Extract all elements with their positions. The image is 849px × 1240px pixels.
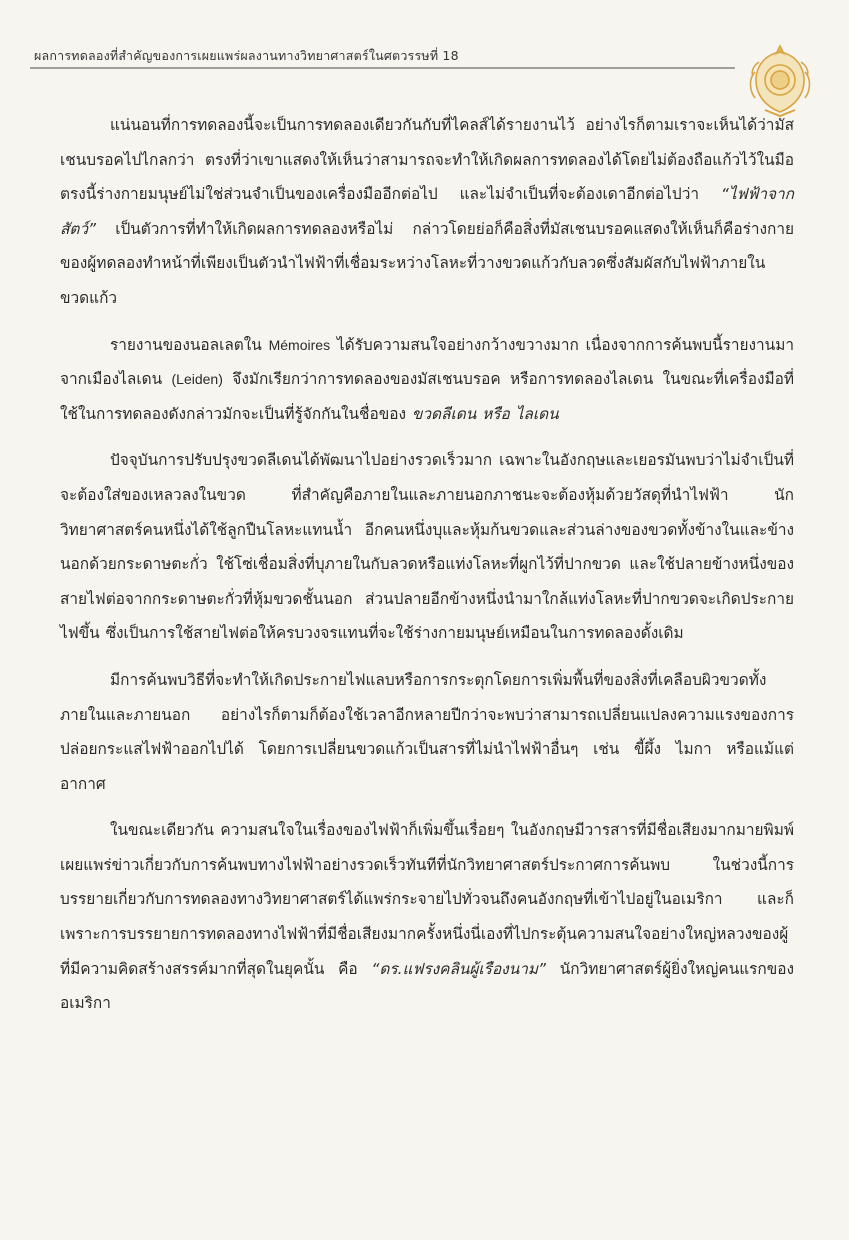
- paragraph-2: [60, 328, 794, 432]
- paragraph-text: แน่นอนที่การทดลองนี้จะเป็นการทดลองเดียวกันกับที่ไคลส์ได้รายงานไว้ อย่างไรก็ตามเราจะเห็นได้ว่ามัสเชนบรอคไปไกลกว่า ตรงที่ว่าเขาแสดงให้เห็นว่าสามารถจะทำให้เกิดผลการทดลองได้โดยไม่ต้องถือแก้วไว้ในมือ ตรงนี้ร่างกายมนุษย์ไม่ใช่ส่วนจำเป็นของเครื่องมืออีกต่อไป และไม่จำเป็นที่จะต้องเดาอีกต่อไปว่า: [60, 116, 794, 204]
- paragraph-3: [60, 443, 794, 651]
- paragraph-text: รายงานของนอลเลตใน: [110, 335, 269, 354]
- paragraph-text: ในขณะเดียวกัน ความสนใจในเรื่องของไฟฟ้าก็เพิ่มขึ้นเรื่อยๆ ในอังกฤษมีวารสารที่มีชื่อเสียงมากมายพิมพ์เผยแพร่ข่าวเกี่ยวกับการค้นพบทางไฟฟ้าอย่างรวดเร็วทันทีที่นักวิทยาศาสตร์ประกาศการค้นพบ ในช่วงนี้การบรรยายเกี่ยวกับการทดลองทางวิทยาศาสตร์ได้แพร่กระจายไปทั่วจนถึงคนอังกฤษที่เข้าไปอยู่ในอเมริกา และก็เพราะการบรรยายการทดลองทางไฟฟ้าที่มีชื่อเสียงมากครั้งหนึ่งนี่เองที่ไปกระตุ้นความสนใจอย่างใหญ่หลวงของผู้ที่มีความคิดสร้างสรรค์มากที่สุดในยุคนั้น คือ: [60, 821, 794, 978]
- body-text: [60, 108, 794, 1033]
- italic-term: “ดร.แฟรงคลินผู้เรืองนาม”: [371, 959, 546, 978]
- italic-term: ขวดลีเดน หรือ ไลเดน: [411, 404, 559, 423]
- italic-term: “ไฟฟ้าจากสัตว์”: [60, 185, 794, 238]
- paragraph-5: [60, 813, 794, 1021]
- running-header: ผลการทดลองที่สำคัญของการเผยแพร่ผลงานทางวิทยาศาสตร์ในศตวรรษที่ 18: [34, 48, 459, 63]
- header-rule: [30, 67, 735, 69]
- paragraph-text: จึงมักเรียกว่าการทดลองของมัสเชนบรอค หรือการทดลองไลเดน ในขณะที่เครื่องมือที่ใช้ในการทดลองดังกล่าวมักจะเป็นที่รู้จักกันในชื่อของ: [60, 370, 794, 423]
- paragraph-text: มีการค้นพบวิธีที่จะทำให้เกิดประกายไฟแลบหรือการกระตุกโดยการเพิ่มพื้นที่ของสิ่งที่เคลือบผิวขวดทั้งภายในและภายนอก อย่างไรก็ตามก็ต้องใช้เวลาอีกหลายปีกว่าจะพบว่าสามารถเปลี่ยนแปลงความแรงของการปล่อยกระแสไฟฟ้าออกไปได้ โดยการเปลี่ยนขวดแก้วเป็นสารที่ไม่นำไฟฟ้าอื่นๆ เช่น ขี้ผึ้ง ไมกา หรือแม้แต่อากาศ: [60, 670, 794, 793]
- latin-term: Mémoires: [268, 336, 331, 353]
- paragraph-text: เป็นตัวการที่ทำให้เกิดผลการทดลองหรือไม่ กล่าวโดยย่อก็คือสิ่งที่มัสเชนบรอคแสดงให้เห็นก็คือร่างกายของผู้ทดลองทำหน้าที่เพียงเป็นตัวนำไฟฟ้าที่เชื่อมระหว่างโลหะที่วางขวดแก้วกับลวดซึ่งสัมผัสกับไฟฟ้าภายในขวดแก้ว: [60, 219, 794, 307]
- paragraph-text: ได้รับความสนใจอย่างกว้างขวางมาก เนื่องจากการค้นพบนี้รายงานมาจากเมืองไลเดน: [60, 335, 794, 389]
- paragraph-4: [60, 663, 794, 801]
- institution-emblem-icon: [745, 42, 815, 118]
- paragraph-1: [60, 108, 794, 316]
- latin-term: (Leiden): [171, 371, 223, 388]
- paragraph-text: ปัจจุบันการปรับปรุงขวดลีเดนได้พัฒนาไปอย่างรวดเร็วมาก เฉพาะในอังกฤษและเยอรมันพบว่าไม่จำเป็นที่จะต้องใส่ของเหลวลงในขวด ที่สำคัญคือภายในและภายนอกภาชนะจะต้องหุ้มด้วยวัสดุที่นำไฟฟ้า นักวิทยาศาสตร์คนหนึ่งได้ใช้ลูกปืนโลหะแทนน้ำ อีกคนหนึ่งบุและหุ้มก้นขวดและส่วนล่างของขวดทั้งข้างในและข้างนอกด้วยกระดาษตะกั่ว ใช้โซ่เชื่อมสิ่งที่บุภายในกับลวดหรือแท่งโลหะที่ผูกไว้ที่ปากขวด และใช้ปลายข้างหนึ่งของสายไฟต่อจากกระดาษตะกั่วที่หุ้มขวดชั้นนอก ส่วนปลายอีกข้างหนึ่งนำมาใกล้แท่งโลหะที่ปากขวดจะเกิดประกายไฟขึ้น ซึ่งเป็นการใช้สายไฟต่อให้ครบวงจรแทนที่จะใช้ร่างกายมนุษย์เหมือนในการทดลองดั้งเดิม: [60, 451, 794, 643]
- paragraph-text: นักวิทยาศาสตร์ผู้ยิ่งใหญ่คนแรกของอเมริกา: [60, 959, 795, 1013]
